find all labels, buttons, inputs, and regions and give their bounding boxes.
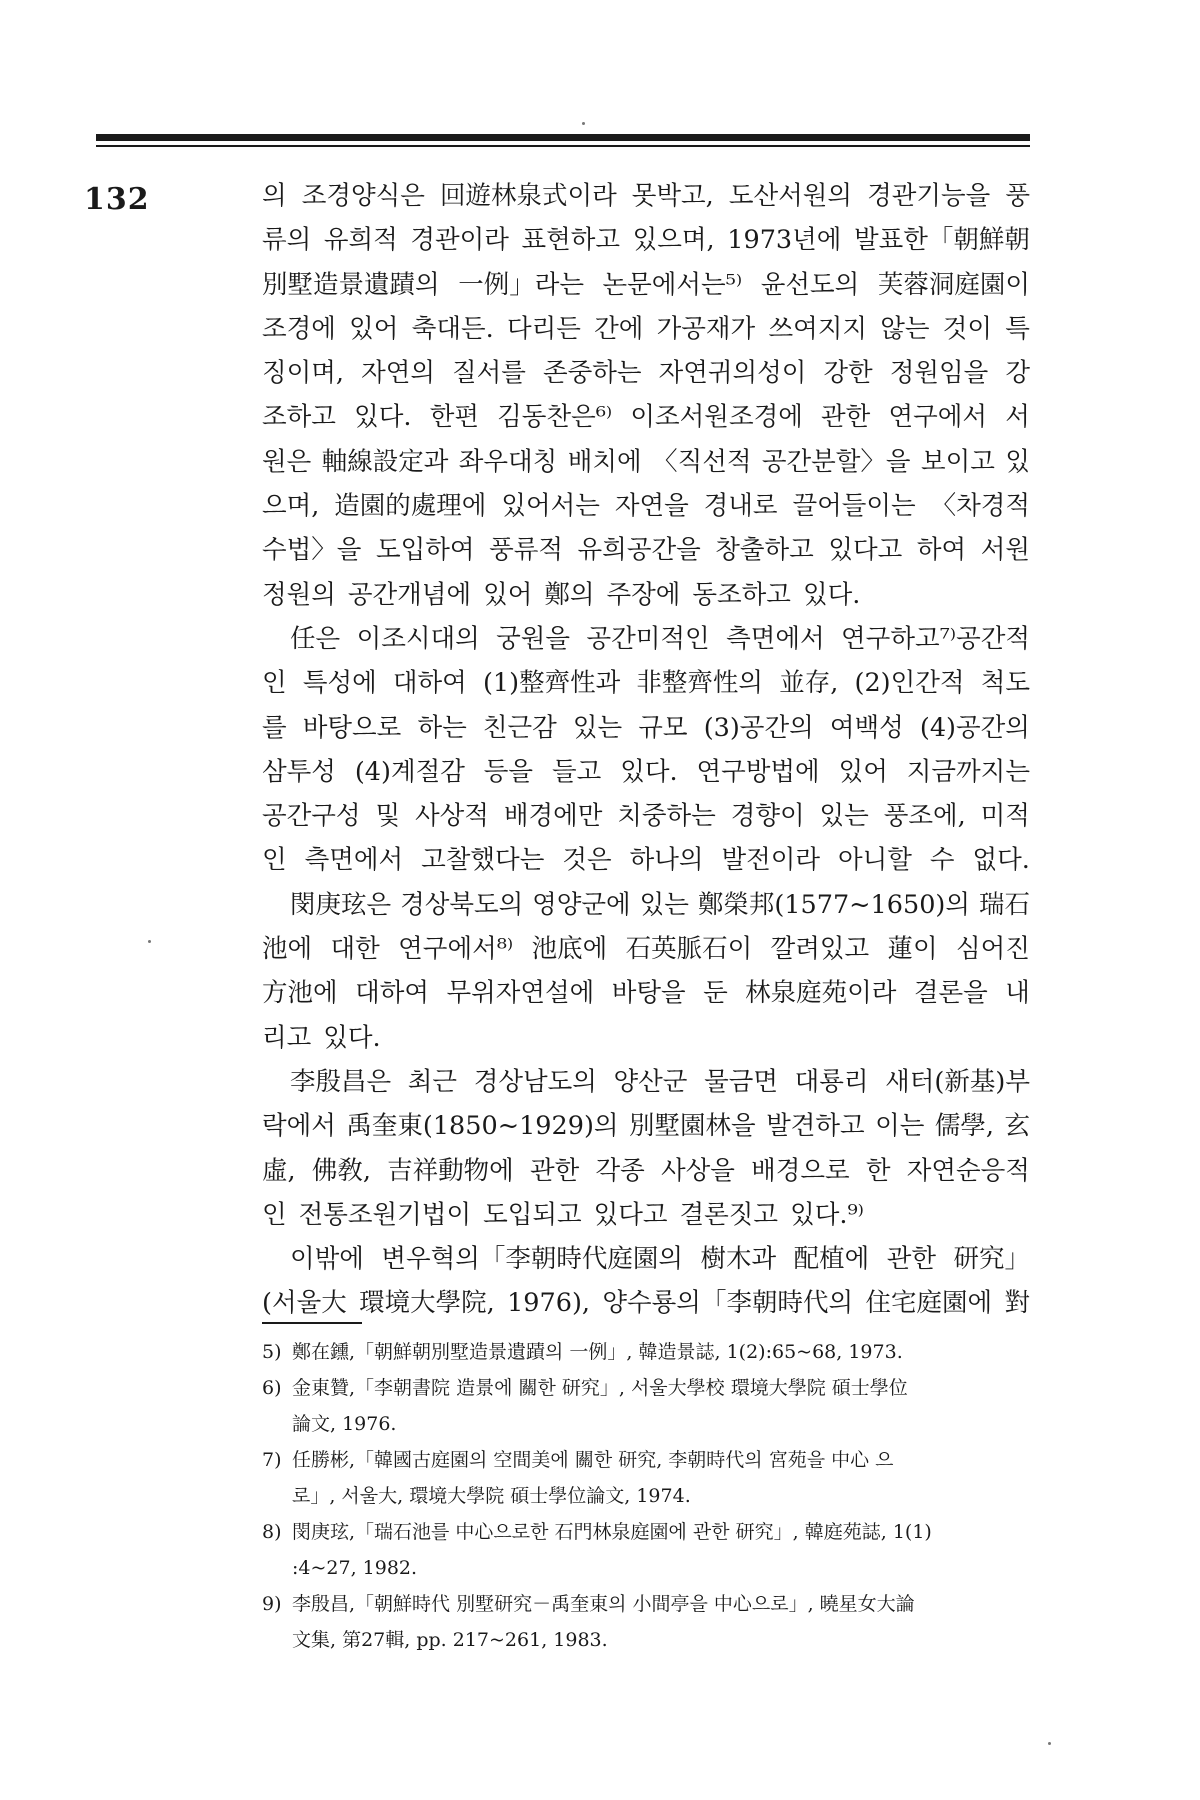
body-word: 수 — [929, 845, 955, 876]
body-word: 李殷昌은 — [290, 1066, 392, 1097]
body-word: 있어 — [349, 313, 399, 344]
body-word: 하는 — [417, 712, 467, 743]
body-word: 1976), — [507, 1288, 591, 1319]
speck — [582, 122, 585, 125]
page-number: 132 — [84, 182, 150, 217]
body-word: (1)整齊性과 — [482, 668, 621, 699]
body-line — [262, 218, 1030, 262]
body-word: 않는 — [880, 313, 930, 344]
body-word: 이밖에 — [290, 1244, 364, 1275]
body-word: 있는 — [572, 712, 623, 743]
body-word: 최근 — [407, 1066, 458, 1097]
body-line — [262, 927, 1030, 971]
footnote-number: 9) — [262, 1593, 282, 1615]
body-word: 연구하고⁷⁾공간적 — [841, 623, 1030, 654]
body-word: 도산서원의 — [728, 181, 853, 211]
body-line — [262, 1016, 1030, 1060]
body-word: 別墅造景遺蹟의 — [262, 269, 440, 300]
body-word: 對 — [1004, 1288, 1030, 1319]
body-word: 경관이라 — [410, 225, 509, 256]
body-line — [262, 661, 1030, 705]
body-line — [262, 838, 1030, 882]
body-word: 여백성 — [829, 712, 904, 743]
body-word: 풍조에, — [883, 801, 966, 832]
body-line — [262, 395, 1030, 439]
body-word: 아니할 — [838, 845, 912, 876]
body-word: 대룡리 — [794, 1066, 869, 1097]
body-word: 인 — [262, 668, 287, 699]
footnote-line: 論文, 1976. — [292, 1413, 397, 1435]
body-word: 조경양식은 — [301, 181, 425, 211]
body-word: 자연을 — [614, 491, 689, 522]
body-word: 것이 — [942, 313, 993, 344]
body-word: 住宅庭園에 — [865, 1288, 993, 1319]
body-word: 玄 — [1004, 1111, 1030, 1142]
body-word: 한편 — [429, 402, 479, 433]
footnote-text — [292, 1586, 1030, 1658]
body-word: 으며, — [262, 491, 320, 522]
body-word: 回遊林泉式이라 — [439, 181, 617, 211]
body-word: 논문에서는⁵⁾ — [602, 269, 743, 300]
body-word: 있어서는 — [501, 491, 600, 522]
body-word: 이조시대의 — [356, 623, 480, 654]
body-word: 유희적 — [323, 225, 398, 256]
body-word: 別墅園林을 — [629, 1111, 756, 1142]
body-word: 任은 — [290, 623, 341, 654]
body-word: 끌어들이는 — [792, 491, 916, 522]
body-word: 연구방법에 — [696, 756, 820, 787]
body-word: 方池에 — [262, 978, 338, 1009]
body-word: 瑞石 — [978, 889, 1030, 920]
body-word: 리고 — [262, 1022, 312, 1053]
body-word: 및 — [375, 801, 401, 832]
body-word: 심어진 — [956, 934, 1030, 965]
body-line — [262, 307, 1030, 351]
body-word: 결론짓고 — [679, 1199, 779, 1230]
body-word: 虛, — [262, 1155, 296, 1186]
body-word: 류의 — [262, 225, 312, 256]
body-word: 간에 — [594, 313, 644, 344]
footnote-rule — [262, 1322, 362, 1324]
footnote — [262, 1514, 1030, 1586]
body-word: 특 — [1005, 313, 1030, 344]
body-word: 동조하고 — [692, 579, 791, 610]
body-word: 공간분할〉을 — [761, 446, 911, 477]
footnote-text — [292, 1334, 1030, 1370]
body-word: 芙蓉洞庭園이 — [877, 269, 1030, 300]
body-word: 좌우대칭 — [458, 446, 558, 477]
body-word: 수법〉을 — [262, 535, 362, 566]
body-word: 풍류적 — [489, 535, 563, 566]
body-word: 원은 — [262, 446, 312, 477]
body-word: 정원의 — [262, 579, 336, 610]
body-line — [262, 484, 1030, 528]
body-word: 결론을 — [913, 978, 988, 1009]
footnote-number: 8) — [262, 1521, 282, 1543]
body-word: 발표한「朝鮮朝 — [854, 225, 1030, 256]
body-line — [262, 1060, 1030, 1104]
body-word: 鄭榮邦(1577~1650)의 — [697, 889, 971, 920]
footnote-line: 任勝彬,「韓國古庭園의 空間美에 關한 研究, 李朝時代의 宮苑을 中心 으 — [292, 1449, 894, 1471]
body-word: 깔려있고 — [770, 934, 870, 965]
body-word: 바탕으로 — [302, 712, 402, 743]
body-line — [262, 1149, 1030, 1193]
body-word: 도입하여 — [375, 535, 475, 566]
footnote-line: 로」, 서울大, 環境大學院 碩士學位論文, 1974. — [292, 1485, 691, 1507]
body-word: 쓰여지지 — [768, 313, 867, 344]
body-word: 락에서 — [262, 1111, 336, 1142]
body-word: 자연귀의성이 — [658, 358, 807, 389]
footnote-line: 鄭在鑂,「朝鮮朝別墅造景遺蹟의 一例」, 韓造景誌, 1(2):65~68, 1973. — [292, 1341, 903, 1363]
body-word: (서울大 — [262, 1288, 347, 1319]
body-word: 樹木과 — [700, 1244, 777, 1275]
body-word: 環境大學院, — [359, 1288, 495, 1319]
body-word: 다리든 — [506, 313, 581, 344]
body-word: 사상을 — [661, 1155, 735, 1186]
footnote-line: 金東贊,「李朝書院 造景에 關한 研究」, 서울大學校 環境大學院 碩士學位 — [292, 1377, 908, 1399]
body-word: 吉祥動物에 — [387, 1155, 514, 1186]
body-word: 삼투성 — [262, 756, 336, 787]
footnote-line: :4~27, 1982. — [292, 1557, 418, 1579]
body-word: 징이며, — [262, 358, 345, 389]
body-word: 軸線設定과 — [321, 446, 449, 477]
body-word: 발전이라 — [721, 845, 821, 876]
body-word: 치중하는 — [617, 801, 716, 832]
body-word: 지금까지는 — [906, 756, 1030, 787]
body-word: 있으며, — [632, 225, 715, 256]
body-word: 하나의 — [629, 845, 704, 876]
body-word: 둔 — [703, 978, 728, 1009]
body-line — [262, 263, 1030, 307]
body-word: 배치에 — [567, 446, 642, 477]
body-line — [262, 883, 1030, 927]
body-word: (3)공간의 — [703, 712, 814, 743]
body-word: 없다. — [972, 845, 1030, 876]
body-word: 주장에 — [606, 579, 681, 610]
body-word: 표현하고 — [521, 225, 621, 256]
body-word: 인 — [262, 1199, 287, 1230]
body-word: 관한 — [821, 402, 871, 433]
body-word: 있는 — [819, 801, 869, 832]
footnote-line: 文集, 第27輯, pp. 217~261, 1983. — [292, 1629, 608, 1651]
body-word: 발견하고 — [766, 1111, 865, 1142]
body-line — [262, 440, 1030, 484]
body-word: 측면에서 — [726, 623, 825, 654]
body-word: 대하여 — [392, 668, 467, 699]
body-word: 이는 — [875, 1111, 925, 1142]
footnote — [262, 1370, 1030, 1442]
body-word: 영양군에 — [532, 889, 631, 920]
body-word: 축대든. — [411, 313, 494, 344]
body-word: 강 — [1005, 358, 1030, 389]
body-word: 儒學, — [934, 1111, 995, 1142]
body-line — [262, 1104, 1030, 1148]
footnote-text — [292, 1370, 1030, 1442]
footnote-number: 5) — [262, 1341, 282, 1363]
body-word: 있다고 — [593, 1199, 668, 1230]
footnote — [262, 1586, 1030, 1658]
body-word: 특성에 — [302, 668, 377, 699]
body-word: 研究」 — [953, 1244, 1030, 1275]
body-line — [262, 351, 1030, 395]
speck — [1048, 1742, 1051, 1745]
body-word: 있다. — [354, 402, 412, 433]
body-word: 자연순응적 — [906, 1155, 1030, 1186]
body-word: 있 — [1005, 446, 1030, 477]
body-word: 蓮이 — [887, 934, 938, 965]
footnote — [262, 1334, 1030, 1370]
body-word: 있는 — [639, 889, 689, 920]
body-line — [262, 750, 1030, 794]
body-word: 배경으로 — [751, 1155, 850, 1186]
body-line — [262, 1281, 1030, 1325]
footnotes — [262, 1334, 1030, 1658]
body-line — [262, 794, 1030, 838]
body-word: 1973년에 — [727, 225, 842, 256]
body-word: 고찰했다는 — [421, 845, 545, 876]
body-word: 규모 — [638, 712, 688, 743]
body-word: 의 — [262, 181, 287, 211]
body-word: 등을 — [483, 756, 534, 787]
body-word: 공간구성 — [262, 801, 361, 832]
body-word: 造園的處理에 — [334, 491, 487, 522]
body-line — [262, 617, 1030, 661]
body-word: 측면에서 — [304, 845, 404, 876]
body-word: 〈차경적 — [930, 491, 1030, 522]
body-word: 禹奎東(1850~1929)의 — [346, 1111, 619, 1142]
body-word: 있다고 — [828, 535, 903, 566]
body-word: 佛敎, — [311, 1155, 371, 1186]
body-word: (2)인간적 — [854, 668, 965, 699]
body-word: 강한 — [823, 358, 873, 389]
body-word: 궁원을 — [496, 623, 571, 654]
body-word: 하여 — [916, 535, 967, 566]
footnote-line: 閔庚玹,「瑞石池를 中心으로한 石門林泉庭園에 관한 研究」, 韓庭苑誌, 1(1) — [292, 1521, 932, 1543]
body-line — [262, 174, 1030, 218]
body-word: 이조서원조경에 — [630, 402, 803, 433]
body-word: 도입되고 — [483, 1199, 582, 1230]
body-word: 각종 — [595, 1155, 645, 1186]
footnote — [262, 1442, 1030, 1514]
footnote-line: 李殷昌,「朝鮮時代 別墅研究－禹奎東의 小間亭을 中心으로」, 曉星女大論 — [292, 1593, 915, 1615]
body-word: 경상북도의 — [400, 889, 524, 920]
body-line — [262, 1237, 1030, 1281]
body-line — [262, 706, 1030, 750]
body-word: 있어 — [838, 756, 888, 787]
body-line — [262, 971, 1030, 1015]
body-word: 가공재가 — [656, 313, 756, 344]
body-word: 鄭의 — [544, 579, 595, 610]
body-word: 양산군 — [613, 1066, 688, 1097]
body-word: 윤선도의 — [760, 269, 860, 300]
body-word: 池底에 — [531, 934, 608, 965]
body-word: 미적 — [980, 801, 1030, 832]
body-word: (4)공간의 — [919, 712, 1030, 743]
speck — [148, 940, 151, 943]
body-word: 경관기능을 — [867, 181, 991, 211]
body-word: 연구에서 — [888, 402, 988, 433]
body-word: 경상남도의 — [473, 1066, 597, 1097]
footnote-text — [292, 1442, 1030, 1514]
body-word: 閔庚玹은 — [290, 889, 392, 920]
body-word: 서원 — [980, 535, 1030, 566]
body-word: 사상적 — [415, 801, 489, 832]
body-word: 들고 — [551, 756, 602, 787]
body-word: 〈직선적 — [652, 446, 752, 477]
body-word: 공간개념에 — [347, 579, 472, 610]
body-word: 연구에서⁸⁾ — [398, 934, 514, 965]
header-rule-thin — [96, 145, 1030, 147]
body-word: 인 — [262, 845, 287, 876]
body-word: 보이고 — [920, 446, 995, 477]
body-word: 양수룡의「李朝時代의 — [602, 1288, 854, 1319]
body-word: 있다.⁹⁾ — [790, 1199, 864, 1230]
body-word: 변우혁의「李朝時代庭園의 — [381, 1244, 684, 1275]
body-word: 있어 — [483, 579, 533, 610]
body-line — [262, 1193, 1030, 1237]
body-word: 있다. — [620, 756, 678, 787]
body-word: 전통조원기법이 — [298, 1199, 472, 1230]
body-word: 池에 — [262, 934, 313, 965]
body-word: 유희공간을 — [577, 535, 701, 566]
body-word: 配植에 — [793, 1244, 870, 1275]
body-word: 非整齊性의 — [636, 668, 764, 699]
body-word: 척도 — [980, 668, 1030, 699]
body-word: 질서를 — [452, 358, 526, 389]
body-word: 정원임을 — [889, 358, 989, 389]
body-word: 바탕을 — [611, 978, 686, 1009]
body-word: 一例」라는 — [458, 269, 584, 300]
body-word: 서 — [1005, 402, 1030, 433]
body-word: 있다. — [323, 1022, 381, 1053]
body-word: 조경에 — [262, 313, 336, 344]
body-word: 경향이 — [730, 801, 805, 832]
body-word: 조하고 — [262, 402, 336, 433]
body-word: 대한 — [330, 934, 380, 965]
body-word: (4)계절감 — [354, 756, 465, 787]
body-word: 한 — [865, 1155, 891, 1186]
body-line — [262, 573, 1030, 617]
body-word: 관한 — [886, 1244, 937, 1275]
body-word: 경내로 — [703, 491, 778, 522]
body-word: 김동찬은⁶⁾ — [497, 402, 613, 433]
body-text — [262, 174, 1030, 1326]
body-word: 並存, — [779, 668, 839, 699]
body-word: 창출하고 — [715, 535, 814, 566]
body-word: 무위자연설에 — [446, 978, 595, 1009]
body-word: 내 — [1005, 978, 1030, 1009]
body-word: 못박고, — [631, 181, 714, 211]
body-word: 배경에만 — [503, 801, 603, 832]
body-word: 있다. — [802, 579, 861, 610]
body-word: 관한 — [530, 1155, 580, 1186]
body-word: 것은 — [562, 845, 612, 876]
body-word: 새터(新基)부 — [885, 1066, 1030, 1097]
footnote-number: 6) — [262, 1377, 282, 1399]
footnote-number: 7) — [262, 1449, 282, 1471]
body-word: 를 — [262, 712, 287, 743]
body-word: 石英脈石이 — [625, 934, 753, 965]
header-rule-thick — [96, 134, 1030, 141]
body-word: 자연의 — [361, 358, 435, 389]
body-line — [262, 528, 1030, 572]
body-word: 존중하는 — [542, 358, 642, 389]
body-word: 친근감 — [482, 712, 557, 743]
body-word: 林泉庭苑이라 — [745, 978, 897, 1009]
footnote-text — [292, 1514, 1030, 1586]
body-word: 공간미적인 — [586, 623, 710, 654]
body-word: 물금면 — [704, 1066, 778, 1097]
body-word: 대하여 — [355, 978, 429, 1009]
body-word: 풍 — [1005, 181, 1030, 211]
